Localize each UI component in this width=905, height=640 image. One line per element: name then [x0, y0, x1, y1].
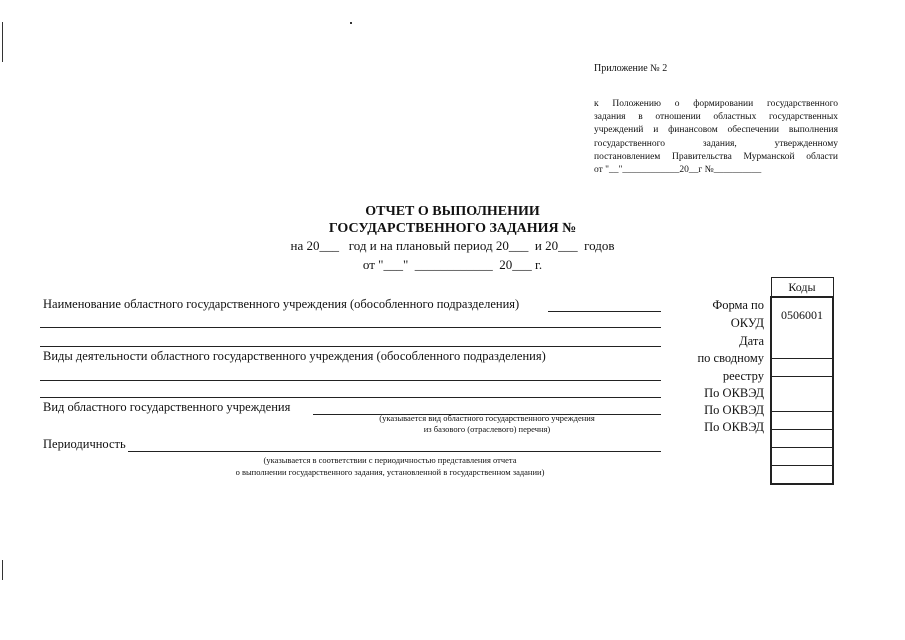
appendix-line: постановлением Правительства Мурманской области: [594, 151, 838, 162]
okved-label: По ОКВЭД: [704, 420, 764, 434]
okved-label: По ОКВЭД: [704, 403, 764, 417]
appendix-line: задания в отношении областных государственных: [594, 112, 838, 123]
registry-label: реестру: [722, 369, 764, 383]
registry-label: по сводному: [697, 351, 764, 365]
date-code-cell[interactable]: [771, 359, 833, 377]
scan-dot: [350, 22, 352, 24]
report-date-line: от "___" ____________ 20___ г.: [362, 257, 543, 272]
okved-label: По ОКВЭД: [704, 386, 764, 400]
report-period-line: на 20___ год и на плановый период 20___ и 20___ годов: [290, 238, 615, 253]
periodicity-note: о выполнении государственного задания, установленной в государственном задании): [235, 467, 545, 477]
appendix-body: [594, 98, 838, 177]
okved-code-cell[interactable]: [771, 448, 833, 466]
appendix-line: государственного задания, утвержденному: [594, 138, 838, 149]
appendix-title: Приложение № 2: [594, 63, 668, 74]
okud-label: Форма по: [712, 298, 764, 312]
registry-code-cell[interactable]: [771, 377, 833, 412]
appendix-line: от "__"____________20__г №__________: [594, 165, 762, 176]
periodicity-label: Периодичность: [43, 437, 126, 451]
scan-edge-mark: [2, 22, 3, 62]
institution-name-line[interactable]: [40, 327, 661, 328]
institution-name-label: Наименование областного государственного учреждения (обособленного подразделения): [43, 297, 520, 311]
activity-types-label: Виды деятельности областного государственного учреждения (обособленного подразделения): [43, 349, 546, 363]
extra-code-cell[interactable]: [771, 466, 833, 485]
activity-types-line[interactable]: [40, 397, 661, 398]
okud-code-cell[interactable]: 0506001: [771, 297, 833, 359]
activity-types-line[interactable]: [40, 380, 661, 381]
report-title-line-1: ОТЧЕТ О ВЫПОЛНЕНИИ: [365, 204, 540, 219]
appendix-line: учреждений и финансовом обеспечении выполнения: [594, 125, 838, 136]
periodicity-line[interactable]: [128, 451, 661, 452]
institution-type-label: Вид областного государственного учреждения: [43, 400, 291, 414]
institution-type-note: из базового (отраслевого) перечня): [423, 424, 551, 434]
appendix-line: к Положению о формировании государственного: [594, 99, 838, 109]
institution-name-line[interactable]: [548, 311, 661, 312]
institution-name-line[interactable]: [40, 346, 661, 347]
okved-code-cell[interactable]: [771, 412, 833, 430]
date-label: Дата: [739, 334, 764, 348]
codes-header: Коды: [771, 278, 833, 298]
report-title-line-2: ГОСУДАРСТВЕННОГО ЗАДАНИЯ №: [328, 221, 577, 236]
scan-edge-mark: [2, 560, 3, 580]
okved-code-cell[interactable]: [771, 430, 833, 448]
okud-label: ОКУД: [730, 316, 764, 330]
institution-type-note: (указывается вид областного государственного учреждения: [379, 413, 595, 423]
periodicity-note: (указывается в соответствии с периодичностью представления отчета: [263, 455, 517, 465]
codes-table: [770, 277, 834, 485]
